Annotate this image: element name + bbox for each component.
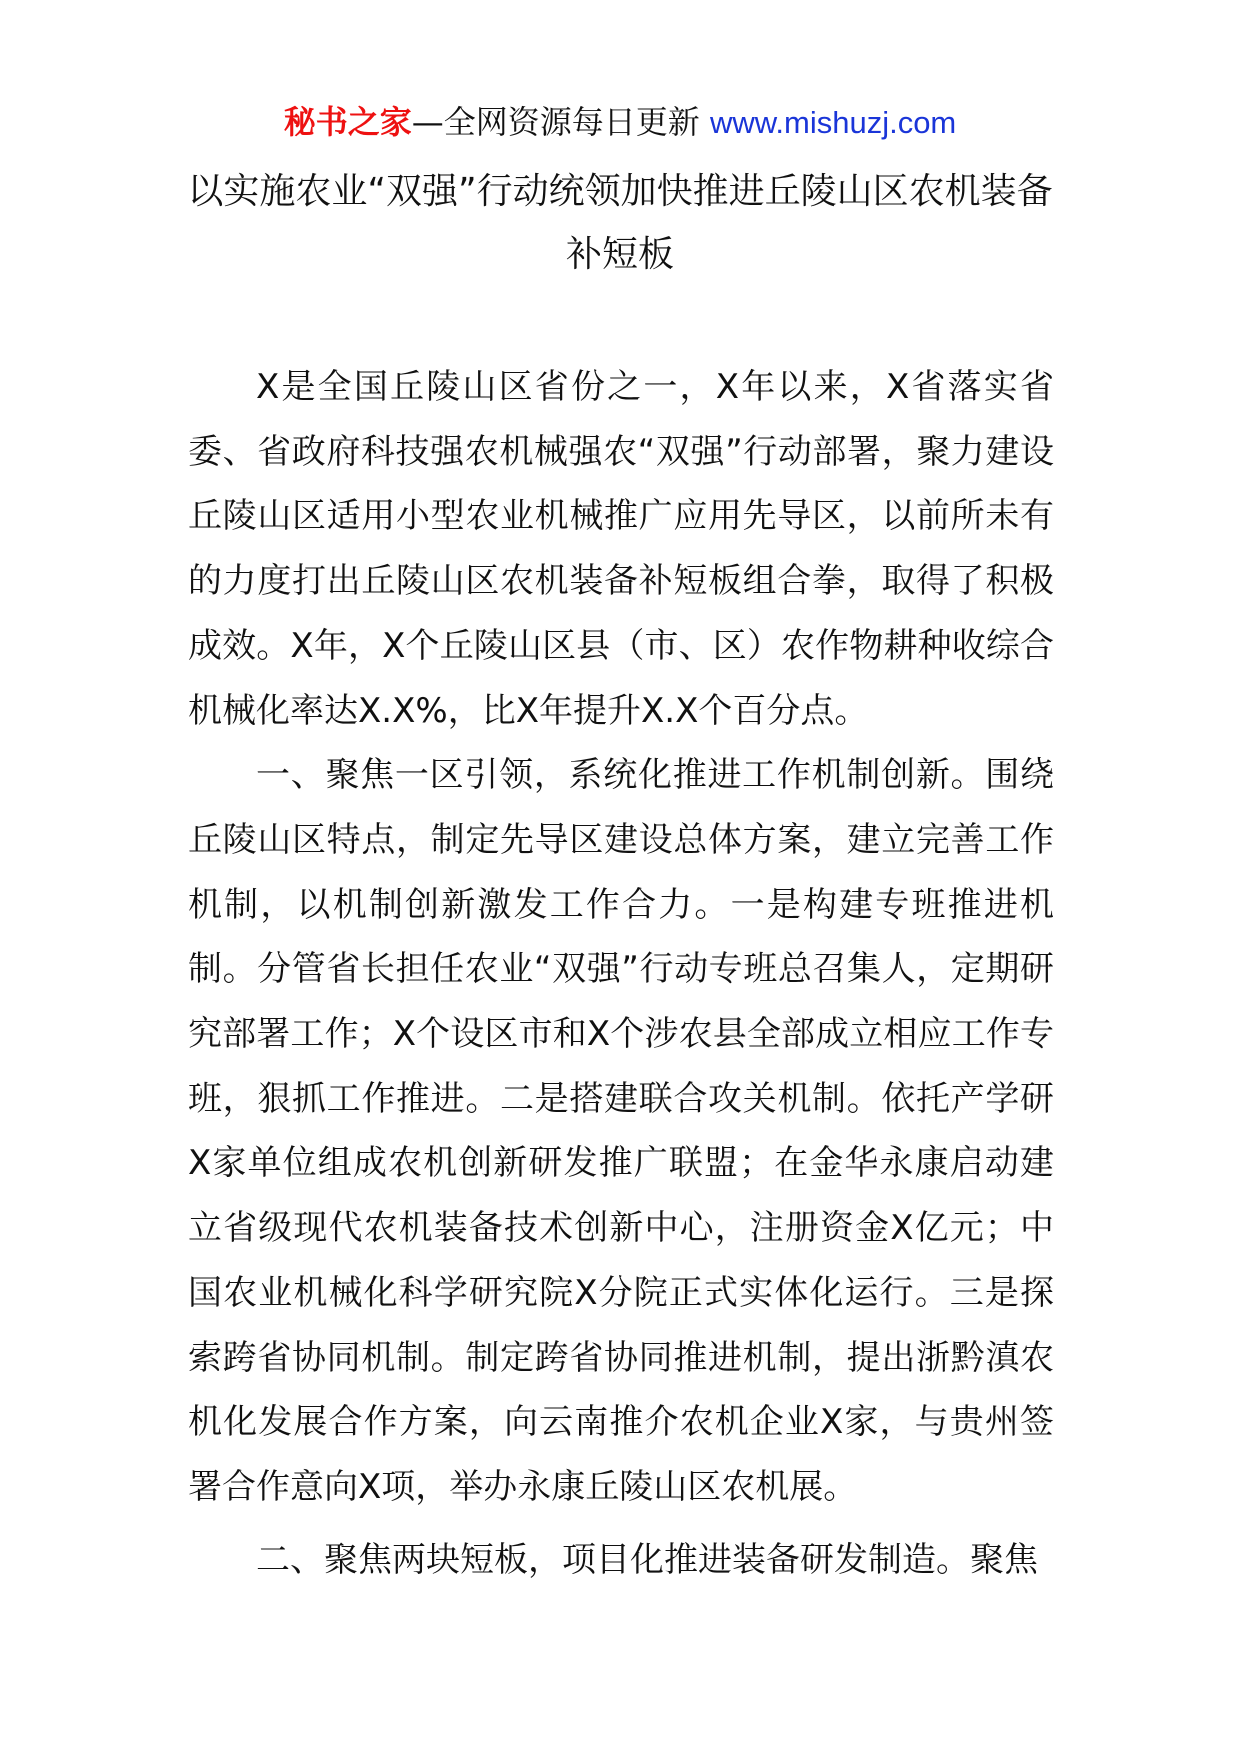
site-url-link[interactable]: www.mishuzj.com xyxy=(709,105,957,140)
site-brand: 秘书之家 xyxy=(283,103,412,141)
site-header xyxy=(0,100,1240,145)
paragraph-intro: X是全国丘陵山区省份之一，X年以来，X省落实省委、省政府科技强农机械强农“双强”行动部署，聚力建设丘陵山区适用小型农业机械推广应用先导区，以前所未有的力度打出丘陵山区农机装备补短板组合拳，取得了积极成效。X年，X个丘陵山区县（市、区）农作物耕种收综合机械化率达X.X%，比X年提升X.X个百分点。 xyxy=(188,367,1054,731)
document-title: 以实施农业“双强”行动统领加快推进丘陵山区农机装备补短板 xyxy=(187,171,1053,275)
paragraph-section-one: 一、聚焦一区引领，系统化推进工作机制创新。围绕丘陵山区特点，制定先导区建设总体方案，建立完善工作机制，以机制创新激发工作合力。一是构建专班推进机制。分管省长担任农业“双强”行动专班总召集人，定期研究部署工作；X个设区市和X个涉农县全部成立相应工作专班，狠抓工作推进。二是搭建联合攻关机制。依托产学研X家单位组成农机创新研发推广联盟；在金华永康启动建立省级现代农机装备技术创新中心，注册资金X亿元；中国农业机械化科学研究院X分院正式实体化运行。三是探索跨省协同机制。制定跨省协同推进机制，提出浙黔滇农机化发展合作方案，向云南推介农机企业X家，与贵州签署合作意向X项，举办永康丘陵山区农机展。 xyxy=(188,755,1054,1507)
paragraph-section-two: 二、聚焦两块短板，项目化推进装备研发制造。聚焦 xyxy=(256,1539,1038,1580)
document-body xyxy=(188,355,1054,1592)
site-tagline: —全网资源每日更新 xyxy=(411,103,700,141)
